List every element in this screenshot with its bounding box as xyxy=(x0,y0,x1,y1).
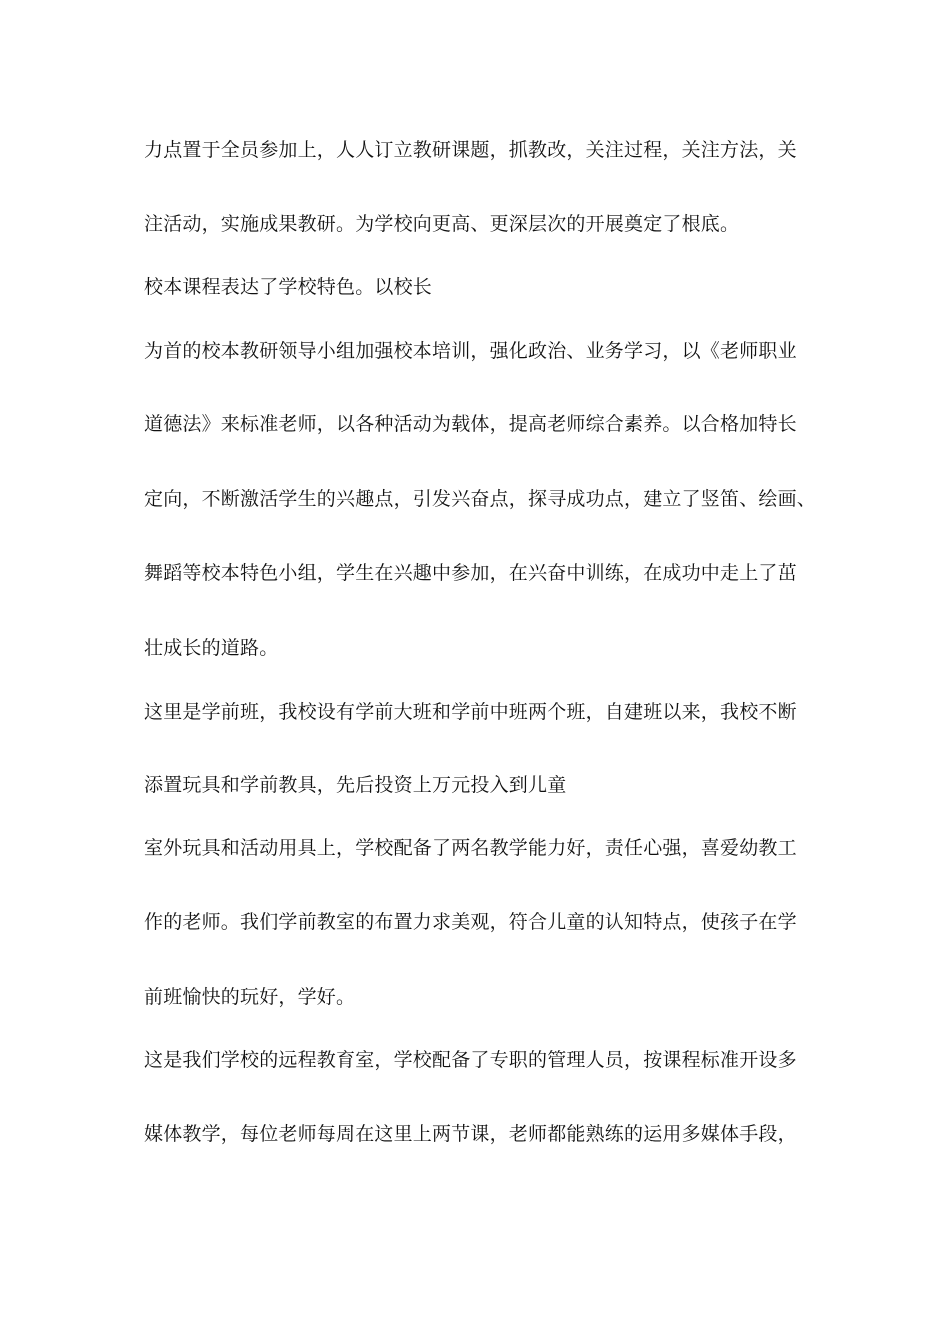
text-line-3: 校本课程表达了学校特色。以校长 xyxy=(144,276,433,298)
text-line-4: 为首的校本教研领导小组加强校本培训，强化政治、业务学习，以《老师职业 xyxy=(144,340,797,362)
text-line-9: 这里是学前班，我校设有学前大班和学前中班两个班，自建班以来，我校不断 xyxy=(144,701,797,723)
text-line-8: 壮成长的道路。 xyxy=(144,637,279,659)
text-line-14: 这是我们学校的远程教育室，学校配备了专职的管理人员，按课程标准开设多 xyxy=(144,1049,797,1071)
text-line-2: 注活动，实施成果教研。为学校向更高、更深层次的开展奠定了根底。 xyxy=(144,213,740,235)
text-line-7: 舞蹈等校本特色小组，学生在兴趣中参加，在兴奋中训练，在成功中走上了茁 xyxy=(144,562,797,584)
text-line-10: 添置玩具和学前教具，先后投资上万元投入到儿童 xyxy=(144,774,567,796)
text-line-12: 作的老师。我们学前教室的布置力求美观，符合儿童的认知特点，使孩子在学 xyxy=(144,911,797,933)
text-line-11: 室外玩具和活动用具上，学校配备了两名教学能力好，责任心强，喜爱幼教工 xyxy=(144,837,797,859)
text-line-13: 前班愉快的玩好，学好。 xyxy=(144,986,356,1008)
text-line-1: 力点置于全员参加上，人人订立教研课题，抓教改，关注过程，关注方法，关 xyxy=(144,139,797,161)
text-line-15: 媒体教学，每位老师每周在这里上两节课，老师都能熟练的运用多媒体手段， xyxy=(144,1123,797,1145)
text-line-5: 道德法》来标准老师，以各种活动为载体，提高老师综合素养。以合格加特长 xyxy=(144,413,797,435)
text-line-6: 定向，不断激活学生的兴趣点，引发兴奋点，探寻成功点，建立了竖笛、绘画、 xyxy=(144,488,817,510)
